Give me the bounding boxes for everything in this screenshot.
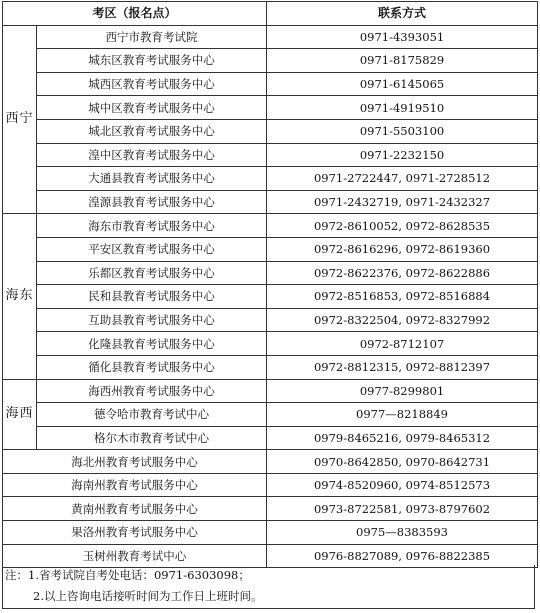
table-body xyxy=(3,25,538,568)
phone-cell: 0971-6145065 xyxy=(267,72,538,96)
phone-cell: 0972-8712107 xyxy=(267,332,538,356)
site-cell: 乐都区教育考试服务中心 xyxy=(37,261,267,285)
table-row xyxy=(3,49,538,73)
table-row xyxy=(3,119,538,143)
table-row xyxy=(3,426,538,450)
phone-cell: 0970-8642850, 0970-8642731 xyxy=(267,450,538,474)
site-cell: 湟中区教育考试服务中心 xyxy=(37,143,267,167)
table-row xyxy=(3,190,538,214)
table-header-row xyxy=(3,2,538,26)
phone-cell: 0971-8175829 xyxy=(267,49,538,73)
phone-cell: 0972-8322504, 0972-8327992 xyxy=(267,308,538,332)
table-row xyxy=(3,72,538,96)
site-cell: 德令哈市教育考试中心 xyxy=(37,403,267,427)
table-row xyxy=(3,167,538,191)
phone-cell: 0975—8383593 xyxy=(267,521,538,545)
phone-cell: 0971-5503100 xyxy=(267,119,538,143)
site-cell: 城北区教育考试服务中心 xyxy=(37,119,267,143)
site-cell: 化隆县教育考试服务中心 xyxy=(37,332,267,356)
table-row xyxy=(3,143,538,167)
contact-sheet xyxy=(2,1,537,610)
phone-cell: 0972-8622376, 0972-8622886 xyxy=(267,261,538,285)
header-contact: 联系方式 xyxy=(267,2,538,26)
region-cell: 西宁 xyxy=(3,25,37,214)
table-row xyxy=(3,308,538,332)
phone-cell: 0971-2432719, 0971-2432327 xyxy=(267,190,538,214)
phone-cell: 0971-2722447, 0971-2728512 xyxy=(267,167,538,191)
site-cell: 海东市教育考试服务中心 xyxy=(37,214,267,238)
phone-cell: 0977-8299801 xyxy=(267,379,538,403)
site-cell: 城东区教育考试服务中心 xyxy=(37,49,267,73)
table-row xyxy=(3,497,538,521)
site-cell: 循化县教育考试服务中心 xyxy=(37,355,267,379)
phone-cell: 0972-8516853, 0972-8516884 xyxy=(267,285,538,309)
table-row xyxy=(3,237,538,261)
site-cell: 格尔木市教育考试中心 xyxy=(37,426,267,450)
phone-cell: 0971-4919510 xyxy=(267,96,538,120)
site-cell: 民和县教育考试服务中心 xyxy=(37,285,267,309)
phone-cell: 0971-4393051 xyxy=(267,25,538,49)
phone-cell: 0974-8520960, 0974-8512573 xyxy=(267,473,538,497)
phone-cell: 0977—8218849 xyxy=(267,403,538,427)
site-cell: 城西区教育考试服务中心 xyxy=(37,72,267,96)
site-cell: 大通县教育考试服务中心 xyxy=(37,167,267,191)
phone-cell: 0973-8722581, 0973-8797602 xyxy=(267,497,538,521)
phone-cell: 0972-8616296, 0972-8619360 xyxy=(267,237,538,261)
note-line-2: 2.以上咨询电话接听时间为工作日上班时间。 xyxy=(33,589,263,603)
region-cell: 海西 xyxy=(3,379,37,450)
table-row xyxy=(3,261,538,285)
table-row xyxy=(3,355,538,379)
site-cell: 西宁市教育考试院 xyxy=(37,25,267,49)
table-row xyxy=(3,450,538,474)
table-row xyxy=(3,214,538,238)
site-cell: 互助县教育考试服务中心 xyxy=(37,308,267,332)
site-cell: 平安区教育考试服务中心 xyxy=(37,237,267,261)
note-line-1: 注：1.省考试院自考处电话：0971-6303098； xyxy=(5,568,250,582)
site-cell: 海北州教育考试服务中心 xyxy=(3,450,267,474)
contact-table xyxy=(2,1,538,568)
table-row xyxy=(3,379,538,403)
phone-cell: 0976-8827089, 0976-8822385 xyxy=(267,544,538,568)
notes-block xyxy=(2,565,535,609)
table-row xyxy=(3,285,538,309)
table-row xyxy=(3,403,538,427)
site-cell: 城中区教育考试服务中心 xyxy=(37,96,267,120)
phone-cell: 0972-8812315, 0972-8812397 xyxy=(267,355,538,379)
table-row xyxy=(3,521,538,545)
phone-cell: 0972-8610052, 0972-8628535 xyxy=(267,214,538,238)
phone-cell: 0971-2232150 xyxy=(267,143,538,167)
site-cell: 海南州教育考试服务中心 xyxy=(3,473,267,497)
table-row xyxy=(3,473,538,497)
site-cell: 海西州教育考试服务中心 xyxy=(37,379,267,403)
site-cell: 玉树州教育考试中心 xyxy=(3,544,267,568)
header-site: 考区（报名点） xyxy=(3,2,267,26)
site-cell: 湟源县教育考试服务中心 xyxy=(37,190,267,214)
site-cell: 果洛州教育考试服务中心 xyxy=(3,521,267,545)
phone-cell: 0979-8465216, 0979-8465312 xyxy=(267,426,538,450)
table-row xyxy=(3,332,538,356)
site-cell: 黄南州教育考试服务中心 xyxy=(3,497,267,521)
region-cell: 海东 xyxy=(3,214,37,379)
table-row xyxy=(3,96,538,120)
table-row xyxy=(3,25,538,49)
